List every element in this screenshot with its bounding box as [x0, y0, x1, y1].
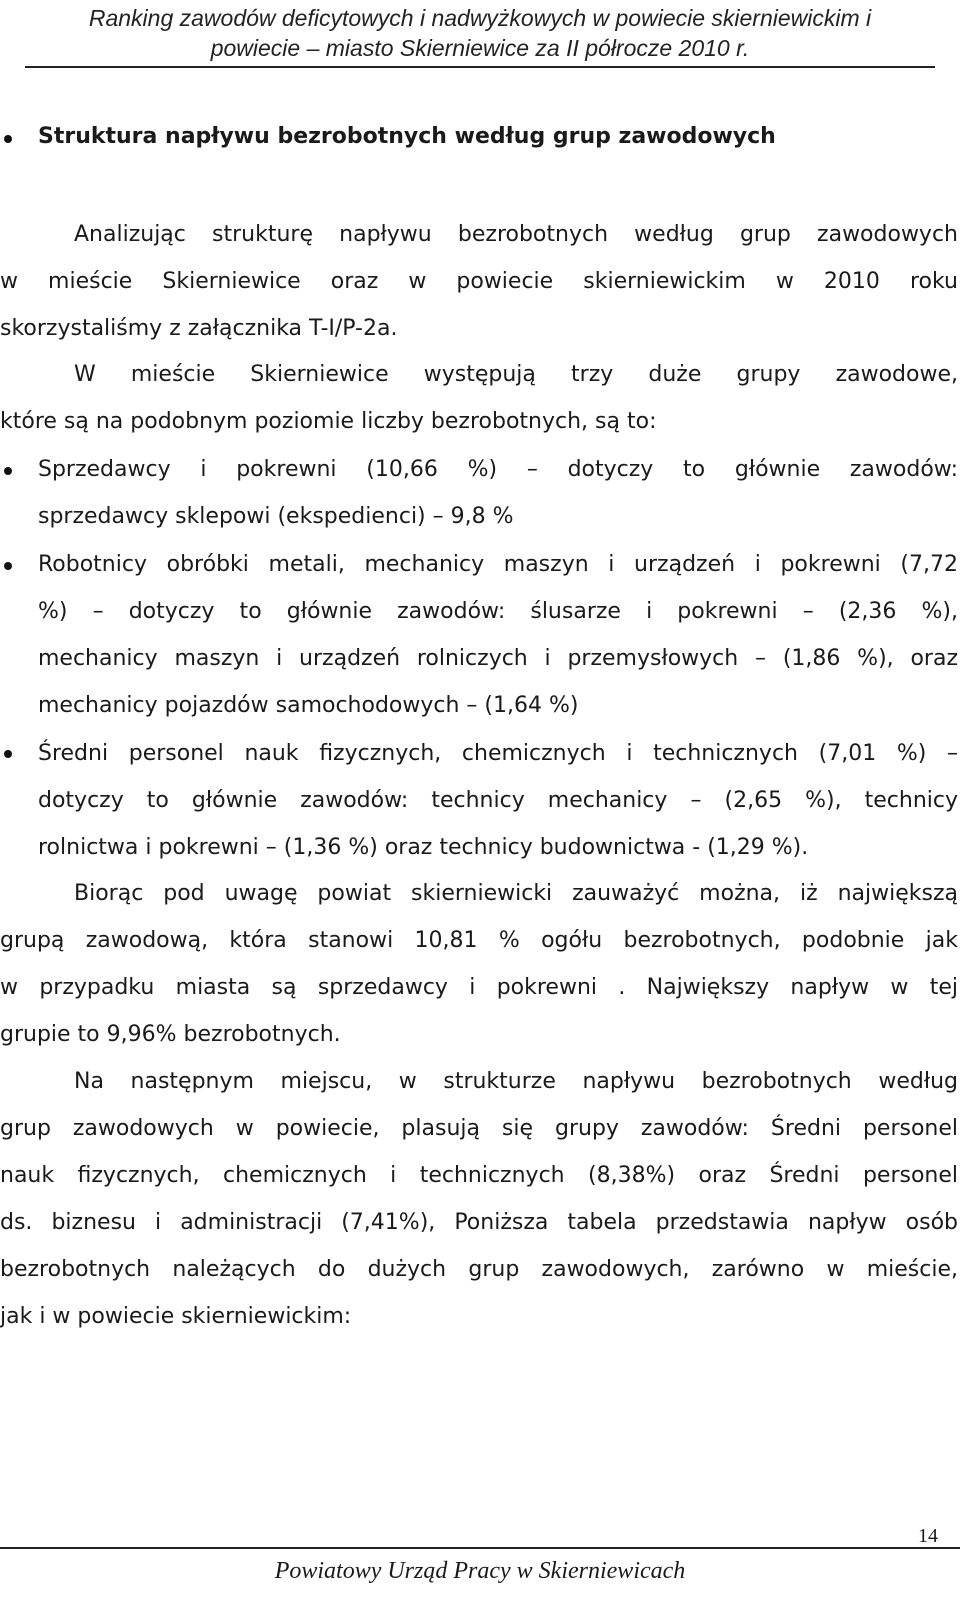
bullet-item-1 — [38, 446, 958, 540]
paragraph-line: ds. biznesu i administracji (7,41%), Poniższa tabela przedstawia napływ osób — [0, 1210, 958, 1235]
paragraph-line: w mieście Skierniewice oraz w powiecie skierniewickim w 2010 roku — [0, 269, 958, 294]
paragraph-4 — [0, 1058, 958, 1340]
bullet-line: Sprzedawcy i pokrewni (10,66 %) – dotyczy to głównie zawodów: — [38, 457, 958, 482]
paragraph-3 — [0, 870, 958, 1058]
bullet-icon — [4, 750, 12, 758]
bullet-item-2 — [38, 541, 958, 729]
bullet-line: sprzedawcy sklepowi (ekspedienci) – 9,8 % — [38, 504, 514, 529]
paragraph-line: grupie to 9,96% bezrobotnych. — [0, 1022, 341, 1047]
paragraph-line: W mieście Skierniewice występują trzy duże grupy zawodowe, — [74, 362, 958, 387]
bullet-icon — [4, 135, 12, 143]
bullet-line: Robotnicy obróbki metali, mechanicy maszyn i urządzeń i pokrewni (7,72 — [38, 552, 958, 577]
footer-divider — [0, 1547, 960, 1549]
bullet-icon — [4, 562, 12, 570]
bullet-line: mechanicy pojazdów samochodowych – (1,64 %) — [38, 693, 579, 718]
page-footer: Powiatowy Urząd Pracy w Skierniewicach — [274, 1558, 686, 1584]
paragraph-line: które są na podobnym poziomie liczby bezrobotnych, są to: — [0, 409, 657, 434]
paragraph-line: Na następnym miejscu, w strukturze napływu bezrobotnych według — [74, 1069, 958, 1094]
paragraph-line: Biorąc pod uwagę powiat skierniewicki zauważyć można, iż największą — [74, 881, 958, 906]
paragraph-line: skorzystaliśmy z załącznika T-I/P-2a. — [0, 316, 398, 341]
paragraph-line: Analizując strukturę napływu bezrobotnych według grup zawodowych — [74, 222, 958, 247]
paragraph-line: nauk fizycznych, chemicznych i technicznych (8,38%) oraz Średni personel — [0, 1163, 958, 1188]
paragraph-line: grupą zawodową, która stanowi 10,81 % ogółu bezrobotnych, podobnie jak — [0, 928, 958, 953]
paragraph-line: jak i w powiecie skierniewickim: — [0, 1304, 352, 1329]
paragraph-line: w przypadku miasta są sprzedawcy i pokrewni . Największy napływ w tej — [0, 975, 958, 1000]
bullet-line: Średni personel nauk fizycznych, chemicznych i technicznych (7,01 %) – — [38, 741, 958, 766]
page-header — [0, 0, 960, 68]
bullet-line: mechanicy maszyn i urządzeń rolniczych i przemysłowych – (1,86 %), oraz — [38, 646, 958, 671]
paragraph-1 — [0, 211, 958, 352]
page-number: 14 — [918, 1525, 938, 1547]
bullet-item-3 — [38, 730, 958, 871]
bullet-icon — [4, 467, 12, 475]
paragraph-line: grup zawodowych w powiecie, plasują się grupy zawodów: Średni personel — [0, 1116, 958, 1141]
bullet-line: dotyczy to głównie zawodów: technicy mechanicy – (2,65 %), technicy — [38, 788, 958, 813]
paragraph-2 — [0, 351, 958, 445]
header-line-1: Ranking zawodów deficytowych i nadwyżkowych w powiecie skierniewickim i — [88, 5, 872, 31]
paragraph-line: bezrobotnych należących do dużych grup zawodowych, zarówno w mieście, — [0, 1257, 958, 1282]
bullet-line: rolnictwa i pokrewni – (1,36 %) oraz technicy budownictwa - (1,29 %). — [38, 835, 809, 860]
bullet-line: %) – dotyczy to głównie zawodów: ślusarze i pokrewni – (2,36 %), — [38, 599, 958, 624]
section-heading: Struktura napływu bezrobotnych według grup zawodowych — [38, 124, 776, 149]
header-line-2: powiecie – miasto Skierniewice za II półrocze 2010 r. — [25, 33, 935, 68]
